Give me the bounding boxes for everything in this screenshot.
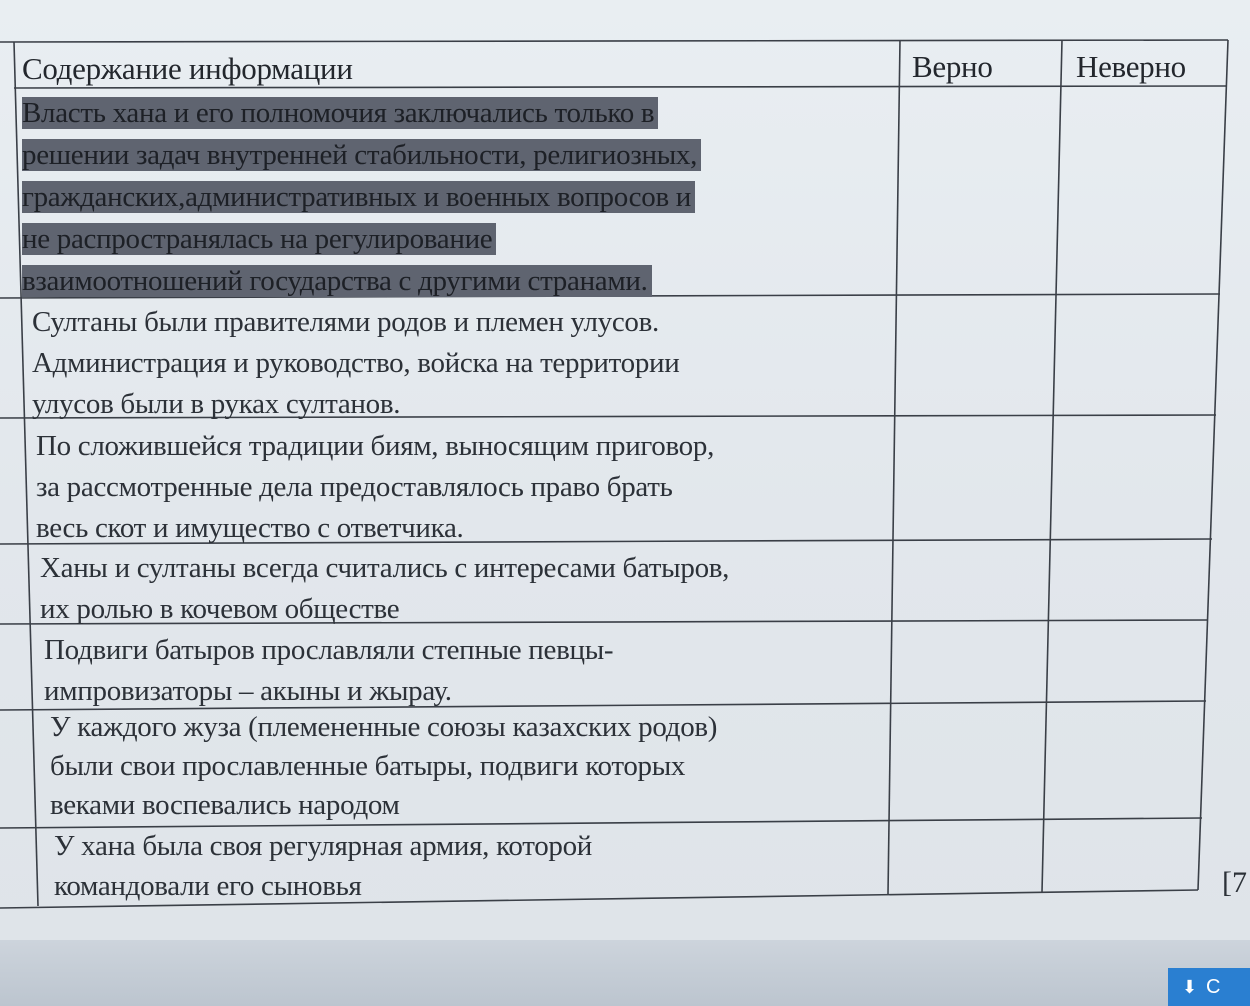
taskbar bbox=[0, 940, 1250, 1006]
row-5-false-cell[interactable] bbox=[1048, 624, 1202, 700]
table-row-5-text[interactable] bbox=[44, 630, 613, 712]
header-true: Верно bbox=[912, 49, 993, 84]
download-button[interactable] bbox=[1168, 968, 1250, 1006]
row-1-line-3: гражданских,административных и военных вопросов и bbox=[22, 181, 695, 213]
row-4-line-1: Ханы и султаны всегда считались с интересами батыров, bbox=[40, 552, 730, 584]
header-content: Содержание информации bbox=[22, 51, 353, 86]
row-1-true-cell[interactable] bbox=[902, 90, 1058, 294]
table-row-3-text[interactable] bbox=[36, 426, 714, 549]
row-6-false-cell[interactable] bbox=[1046, 706, 1198, 816]
row-6-line-2: были свои прославленные батыры, подвиги которых bbox=[50, 750, 686, 782]
download-icon: ⬇ bbox=[1182, 977, 1198, 997]
row-2-line-3: улусов были в руках султанов. bbox=[32, 388, 401, 420]
table-row-4-text[interactable] bbox=[40, 548, 729, 630]
row-1-line-5: взаимоотношений государства с другими странами. bbox=[22, 265, 652, 297]
row-5-true-cell[interactable] bbox=[894, 624, 1042, 700]
score-marker: [7 bbox=[1222, 866, 1247, 899]
row-3-true-cell[interactable] bbox=[898, 420, 1048, 538]
row-2-true-cell[interactable] bbox=[900, 300, 1052, 414]
row-2-false-cell[interactable] bbox=[1058, 300, 1214, 414]
row-3-line-2: за рассмотренные дела предоставлялось право брать bbox=[36, 471, 673, 503]
row-4-true-cell[interactable] bbox=[896, 544, 1044, 618]
header-false: Неверно bbox=[1076, 49, 1186, 84]
row-5-line-1: Подвиги батыров прославляли степные певцы- bbox=[44, 634, 614, 666]
row-1-line-4: не распространялась на регулирование bbox=[22, 223, 496, 255]
row-7-false-cell[interactable] bbox=[1044, 822, 1194, 890]
row-3-line-3: весь скот и имущество с ответчика. bbox=[36, 512, 464, 544]
row-1-line-2: решении задач внутренней стабильности, религиозных, bbox=[22, 139, 701, 171]
row-1-false-cell[interactable] bbox=[1064, 90, 1224, 294]
row-2-line-2: Администрация и руководство, войска на территории bbox=[32, 347, 680, 379]
row-6-true-cell[interactable] bbox=[892, 706, 1038, 816]
row-7-line-1: У хана была своя регулярная армия, которой bbox=[54, 830, 593, 862]
row-2-line-1: Султаны были правителями родов и племен улусов. bbox=[32, 306, 659, 338]
row-3-false-cell[interactable] bbox=[1054, 420, 1208, 538]
row-4-line-2: их ролью в кочевом обществе bbox=[40, 593, 400, 625]
row-1-line-1: Власть хана и его полномочия заключались только в bbox=[22, 97, 658, 129]
row-7-line-2: командовали его сыновья bbox=[54, 870, 362, 902]
table-row-2-text[interactable] bbox=[32, 302, 679, 425]
table-row-1-text[interactable] bbox=[22, 92, 701, 302]
row-7-true-cell[interactable] bbox=[890, 822, 1036, 890]
row-4-false-cell[interactable] bbox=[1050, 544, 1204, 618]
row-5-line-2: импровизаторы – акыны и жырау. bbox=[44, 675, 452, 707]
row-3-line-1: По сложившейся традиции биям, выносящим приговор, bbox=[36, 430, 715, 462]
download-button-label: С bbox=[1206, 976, 1221, 998]
table-row-7-text[interactable] bbox=[54, 826, 592, 906]
row-6-line-1: У каждого жуза (племененные союзы казахских родов) bbox=[50, 711, 718, 743]
row-6-line-3: веками воспевались народом bbox=[50, 789, 400, 821]
table-row-6-text[interactable] bbox=[50, 708, 717, 825]
